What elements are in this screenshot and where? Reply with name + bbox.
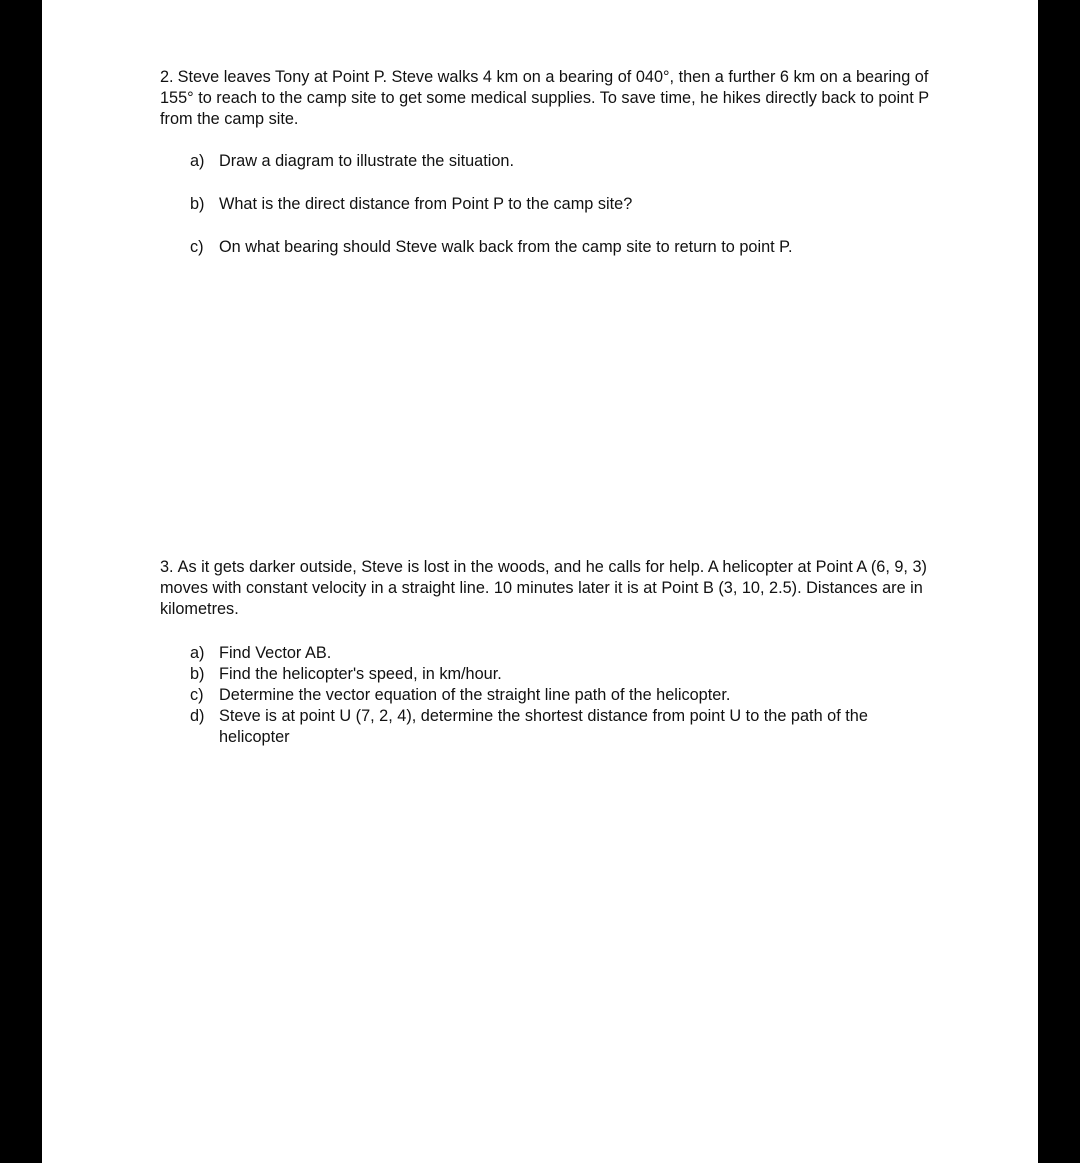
question-2-number: 2. (160, 68, 174, 86)
part-letter: a) (190, 644, 205, 662)
part-text: Steve is at point U (7, 2, 4), determine the shortest distance from point U to the path of the helicopter (219, 707, 868, 746)
part-letter: c) (190, 238, 204, 256)
question-2-text: Steve leaves Tony at Point P. Steve walks 4 km on a bearing of 040°, then a further 6 km on a bearing of 155° to reach to the camp site to get some medical supplies. To save time, he hikes directly back to point P from the camp site. (160, 68, 929, 128)
part-letter: a) (190, 152, 205, 170)
question-2-parts (190, 151, 930, 280)
part-text: Draw a diagram to illustrate the situation. (219, 152, 515, 170)
question-2 (160, 67, 930, 256)
question-3-part-a (190, 643, 930, 664)
part-text: Find Vector AB. (219, 644, 332, 662)
part-letter: d) (190, 707, 205, 725)
question-2-part-c (190, 237, 930, 280)
question-3-part-c (190, 685, 930, 706)
question-3-part-d (190, 706, 930, 748)
question-3-text: As it gets darker outside, Steve is lost in the woods, and he calls for help. A helicopter at Point A (6, 9, 3) moves with constant velocity in a straight line. 10 minutes later it is at Point B (3, 10, 2.5). Distances are in kilometres. (160, 558, 927, 618)
question-3-part-b (190, 664, 930, 685)
question-3-stem (160, 557, 930, 620)
part-text: What is the direct distance from Point P to the camp site? (219, 195, 633, 213)
worksheet-page (42, 0, 1038, 1163)
question-2-part-a (190, 151, 930, 194)
question-3-number: 3. (160, 558, 174, 576)
question-2-part-b (190, 194, 930, 237)
part-letter: b) (190, 195, 205, 213)
question-3-parts (190, 643, 930, 748)
part-letter: b) (190, 665, 205, 683)
part-text: Determine the vector equation of the straight line path of the helicopter. (219, 686, 731, 704)
part-text: Find the helicopter's speed, in km/hour. (219, 665, 502, 683)
part-letter: c) (190, 686, 204, 704)
part-text: On what bearing should Steve walk back from the camp site to return to point P. (219, 238, 793, 256)
question-3 (160, 557, 930, 746)
question-2-stem (160, 67, 930, 130)
